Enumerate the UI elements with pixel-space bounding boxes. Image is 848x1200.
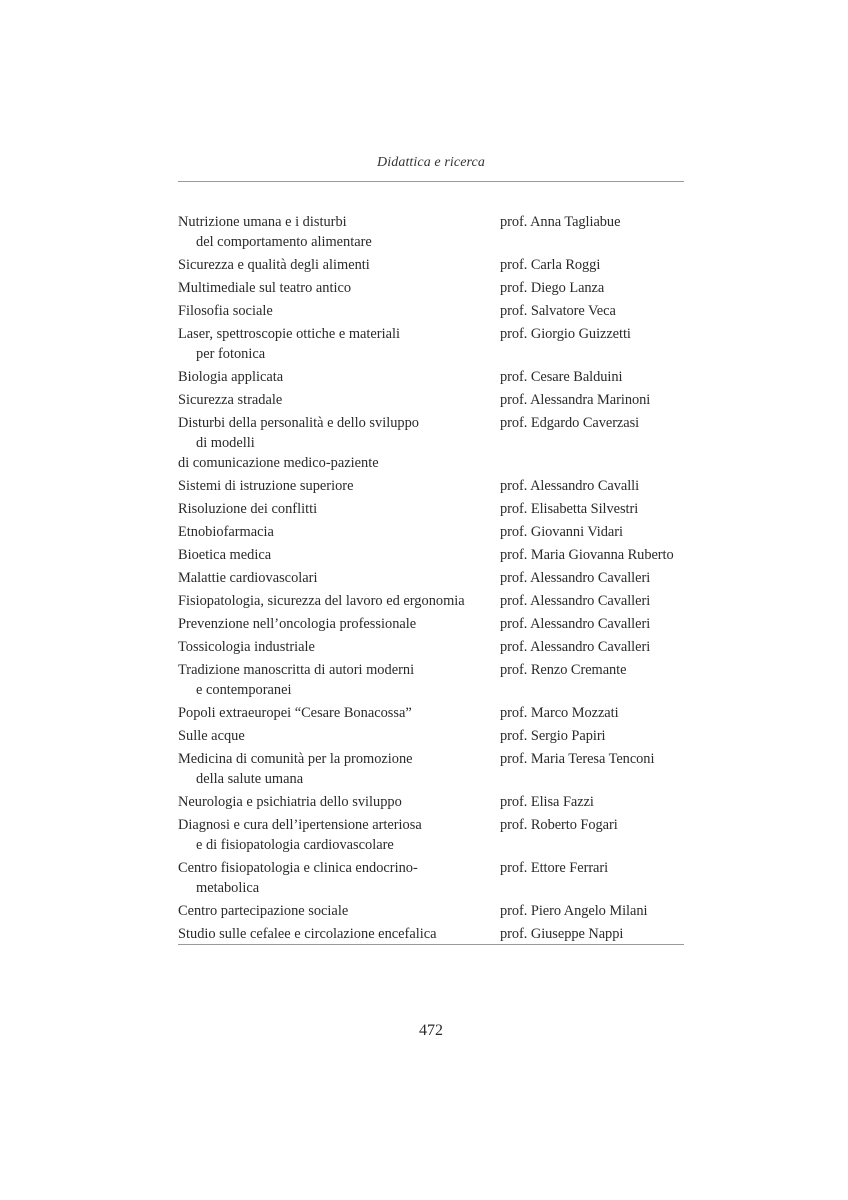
entry-title-line: Sicurezza e qualità degli alimenti — [178, 257, 370, 273]
entry-title-line: Filosofia sociale — [178, 303, 273, 319]
entry-title-line: Risoluzione dei conflitti — [178, 501, 318, 517]
entry-title — [178, 568, 500, 588]
page-number: 472 — [419, 1022, 443, 1039]
entry-title-line: Diagnosi e cura dell’ipertensione arteriosa — [178, 817, 422, 833]
entry-director: prof. Alessandra Marinoni — [500, 392, 651, 408]
list-item — [178, 901, 688, 921]
entry-title — [178, 660, 500, 700]
entry-director: prof. Alessandro Cavalleri — [500, 570, 651, 586]
entry-title — [178, 726, 500, 746]
entry-director: prof. Salvatore Veca — [500, 303, 616, 319]
entry-title-line: Studio sulle cefalee e circolazione encefalica — [178, 926, 437, 942]
entry-title — [178, 637, 500, 657]
entries-list — [178, 212, 688, 947]
entry-title — [178, 901, 500, 921]
entry-director: prof. Ettore Ferrari — [500, 860, 609, 876]
entry-title — [178, 212, 500, 252]
entry-title-line: metabolica — [196, 880, 260, 896]
list-item — [178, 858, 688, 898]
entry-title-line: Disturbi della personalità e dello sviluppo — [178, 415, 419, 431]
entry-title — [178, 499, 500, 519]
entry-director: prof. Alessandro Cavalleri — [500, 639, 651, 655]
list-item — [178, 522, 688, 542]
list-item — [178, 792, 688, 812]
entry-director: prof. Renzo Cremante — [500, 662, 627, 678]
list-item — [178, 637, 688, 657]
list-item — [178, 749, 688, 789]
entry-title — [178, 545, 500, 565]
entry-title-line: Laser, spettroscopie ottiche e materiali — [178, 326, 400, 342]
entry-director: prof. Elisa Fazzi — [500, 794, 594, 810]
entry-title-line: Medicina di comunità per la promozione — [178, 751, 413, 767]
list-item — [178, 545, 688, 565]
entry-director: prof. Alessandro Cavalli — [500, 478, 640, 494]
list-item — [178, 413, 688, 473]
entry-title — [178, 367, 500, 387]
entry-title — [178, 614, 500, 634]
entry-title-line: Tossicologia industriale — [178, 639, 315, 655]
list-item — [178, 255, 688, 275]
entry-title-line: Multimediale sul teatro antico — [178, 280, 352, 296]
entry-title — [178, 522, 500, 542]
list-item — [178, 726, 688, 746]
list-item — [178, 301, 688, 321]
entry-director: prof. Maria Teresa Tenconi — [500, 751, 655, 767]
entry-director: prof. Carla Roggi — [500, 257, 601, 273]
entry-title — [178, 324, 500, 364]
entry-title-line: Sistemi di istruzione superiore — [178, 478, 354, 494]
entry-title — [178, 255, 500, 275]
entry-title-line: Etnobiofarmacia — [178, 524, 274, 540]
list-item — [178, 591, 688, 611]
entry-title-line: Popoli extraeuropei “Cesare Bonacossa” — [178, 705, 412, 721]
entry-title-line: della salute umana — [196, 771, 304, 787]
entry-title-line: Nutrizione umana e i disturbi — [178, 214, 347, 230]
entry-director: prof. Piero Angelo Milani — [500, 903, 648, 919]
entry-director: prof. Giorgio Guizzetti — [500, 326, 631, 342]
list-item — [178, 476, 688, 496]
entry-title-line: Sulle acque — [178, 728, 245, 744]
entry-director: prof. Giuseppe Nappi — [500, 926, 624, 942]
entry-director: prof. Maria Giovanna Ruberto — [500, 547, 674, 563]
entry-title-line: di comunicazione medico-paziente — [178, 455, 379, 471]
entry-title-line: e contemporanei — [196, 682, 292, 698]
entry-title — [178, 703, 500, 723]
entry-title — [178, 591, 500, 611]
entry-title — [178, 749, 500, 789]
entry-director: prof. Anna Tagliabue — [500, 214, 621, 230]
list-item — [178, 924, 688, 944]
entry-director: prof. Marco Mozzati — [500, 705, 619, 721]
entry-title-line: Neurologia e psichiatria dello sviluppo — [178, 794, 402, 810]
entry-director: prof. Edgardo Caverzasi — [500, 415, 640, 431]
entry-title-line: di modelli — [196, 435, 255, 451]
entry-title — [178, 390, 500, 410]
entry-title-line: Centro fisiopatologia e clinica endocrino- — [178, 860, 418, 876]
entry-director: prof. Elisabetta Silvestri — [500, 501, 639, 517]
entry-title-line: Centro partecipazione sociale — [178, 903, 349, 919]
entry-director: prof. Cesare Balduini — [500, 369, 623, 385]
list-item — [178, 499, 688, 519]
entry-title — [178, 792, 500, 812]
entry-title-line: Sicurezza stradale — [178, 392, 283, 408]
entry-director: prof. Diego Lanza — [500, 280, 605, 296]
entry-title-line: e di fisiopatologia cardiovascolare — [196, 837, 394, 853]
entry-title — [178, 815, 500, 855]
entry-director: prof. Sergio Papiri — [500, 728, 606, 744]
list-item — [178, 815, 688, 855]
entry-director: prof. Alessandro Cavalleri — [500, 616, 651, 632]
entry-title — [178, 476, 500, 496]
entry-title-line: Tradizione manoscritta di autori moderni — [178, 662, 415, 678]
list-item — [178, 278, 688, 298]
list-item — [178, 703, 688, 723]
list-item — [178, 390, 688, 410]
list-item — [178, 324, 688, 364]
entry-title-line: Malattie cardiovascolari — [178, 570, 318, 586]
footer-rule — [178, 944, 684, 945]
list-item — [178, 212, 688, 252]
header-rule — [178, 181, 684, 182]
entry-title-line: Prevenzione nell’oncologia professionale — [178, 616, 417, 632]
entry-title-line: del comportamento alimentare — [196, 234, 372, 250]
entry-title-line: per fotonica — [196, 346, 266, 362]
entry-title-line: Biologia applicata — [178, 369, 284, 385]
entry-director: prof. Giovanni Vidari — [500, 524, 623, 540]
entry-title — [178, 301, 500, 321]
entry-title — [178, 924, 500, 944]
entry-title-line: Bioetica medica — [178, 547, 272, 563]
running-head-title: Didattica e ricerca — [377, 155, 485, 170]
list-item — [178, 568, 688, 588]
entry-director: prof. Roberto Fogari — [500, 817, 618, 833]
list-item — [178, 660, 688, 700]
list-item — [178, 367, 688, 387]
entry-director: prof. Alessandro Cavalleri — [500, 593, 651, 609]
entry-title — [178, 278, 500, 298]
entry-title-line: Fisiopatologia, sicurezza del lavoro ed ergonomia — [178, 593, 465, 609]
entry-title — [178, 858, 500, 898]
list-item — [178, 614, 688, 634]
entry-title — [178, 413, 500, 473]
